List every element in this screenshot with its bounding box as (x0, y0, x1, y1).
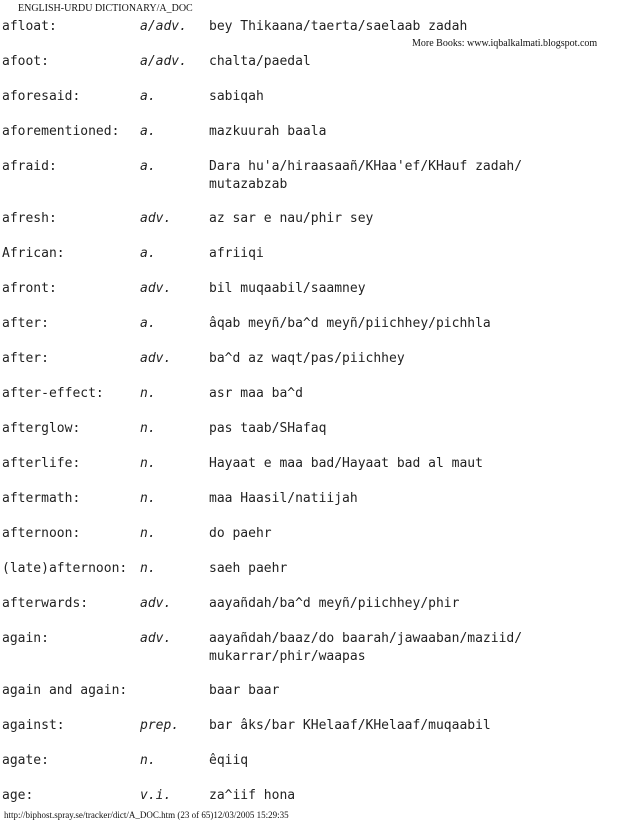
entry-word: afterlife: (2, 456, 81, 471)
entry-part-of-speech: v.i. (140, 788, 172, 803)
entry-meaning: do paehr (209, 526, 272, 541)
entry-word: afoot: (2, 54, 49, 69)
page-footer-url: http://biphost.spray.se/tracker/dict/A_DOC.htm (23 of 65)12/03/2005 15:29:35 (4, 810, 289, 820)
entry-word: afront: (2, 281, 57, 296)
entry-meaning: mazkuurah baala (209, 124, 327, 139)
entry-part-of-speech: n. (140, 421, 156, 436)
entry-part-of-speech: a. (140, 89, 156, 104)
entry-meaning: afriiqi (209, 246, 264, 261)
entry-word: after-effect: (2, 386, 104, 401)
entry-meaning: Hayaat e maa bad/Hayaat bad al maut (209, 456, 483, 471)
entry-part-of-speech: n. (140, 491, 156, 506)
entry-meaning: pas taab/SHafaq (209, 421, 327, 436)
entry-part-of-speech: n. (140, 526, 156, 541)
entry-word: agate: (2, 753, 49, 768)
entry-word: African: (2, 246, 65, 261)
entry-meaning: saeh paehr (209, 561, 288, 576)
entry-meaning: mutazabzab (209, 177, 288, 192)
entry-meaning: chalta/paedal (209, 54, 311, 69)
entry-part-of-speech: a. (140, 246, 156, 261)
entry-part-of-speech: a/adv. (140, 54, 187, 69)
entry-meaning: ba^d az waqt/pas/piichhey (209, 351, 405, 366)
entry-meaning: aayañdah/ba^d meyñ/piichhey/phir (209, 596, 460, 611)
entry-part-of-speech: n. (140, 561, 156, 576)
entry-word: age: (2, 788, 34, 803)
entry-word: afterglow: (2, 421, 81, 436)
entry-meaning: mukarrar/phir/waapas (209, 649, 366, 664)
entry-word: aforementioned: (2, 124, 120, 139)
entry-word: afraid: (2, 159, 57, 174)
entry-meaning: aayañdah/baaz/do baarah/jawaaban/maziid/ (209, 631, 523, 646)
entry-meaning: bar âks/bar KHelaaf/KHelaaf/muqaabil (209, 718, 491, 733)
entry-meaning: az sar e nau/phir sey (209, 211, 374, 226)
entry-word: (late)afternoon: (2, 561, 128, 576)
entry-word: afloat: (2, 19, 57, 34)
entry-word: afternoon: (2, 526, 81, 541)
entry-part-of-speech: adv. (140, 351, 172, 366)
entry-word: aforesaid: (2, 89, 81, 104)
entry-part-of-speech: n. (140, 456, 156, 471)
entry-word: again and again: (2, 683, 128, 698)
entry-word: after: (2, 351, 49, 366)
entry-meaning: sabiqah (209, 89, 264, 104)
entry-part-of-speech: a. (140, 124, 156, 139)
entry-part-of-speech: adv. (140, 631, 172, 646)
entry-part-of-speech: a. (140, 159, 156, 174)
entry-word: afterwards: (2, 596, 89, 611)
entry-meaning: bey Thikaana/taerta/saelaab zadah (209, 19, 468, 34)
entry-part-of-speech: a. (140, 316, 156, 331)
entry-word: again: (2, 631, 49, 646)
entry-word: against: (2, 718, 65, 733)
more-books-link[interactable]: More Books: www.iqbalkalmati.blogspot.com (412, 38, 598, 49)
entry-meaning: baar baar (209, 683, 280, 698)
entry-part-of-speech: adv. (140, 596, 172, 611)
entry-meaning: maa Haasil/natiijah (209, 491, 358, 506)
entry-meaning: âqab meyñ/ba^d meyñ/piichhey/pichhla (209, 316, 491, 331)
entry-meaning: za^iif hona (209, 788, 296, 803)
entry-word: after: (2, 316, 49, 331)
entry-meaning: bil muqaabil/saamney (209, 281, 366, 296)
entry-word: afresh: (2, 211, 57, 226)
entry-part-of-speech: adv. (140, 281, 172, 296)
entry-word: aftermath: (2, 491, 81, 506)
entry-meaning: asr maa ba^d (209, 386, 303, 401)
entry-part-of-speech: prep. (140, 718, 180, 733)
entry-part-of-speech: a/adv. (140, 19, 187, 34)
entry-part-of-speech: adv. (140, 211, 172, 226)
entry-meaning: Dara hu'a/hiraasaañ/KHaa'ef/KHauf zadah/ (209, 159, 523, 174)
document-header: ENGLISH-URDU DICTIONARY/A_DOC (18, 3, 193, 14)
entry-part-of-speech: n. (140, 753, 156, 768)
entry-meaning: êqiiq (209, 753, 249, 768)
entry-part-of-speech: n. (140, 386, 156, 401)
